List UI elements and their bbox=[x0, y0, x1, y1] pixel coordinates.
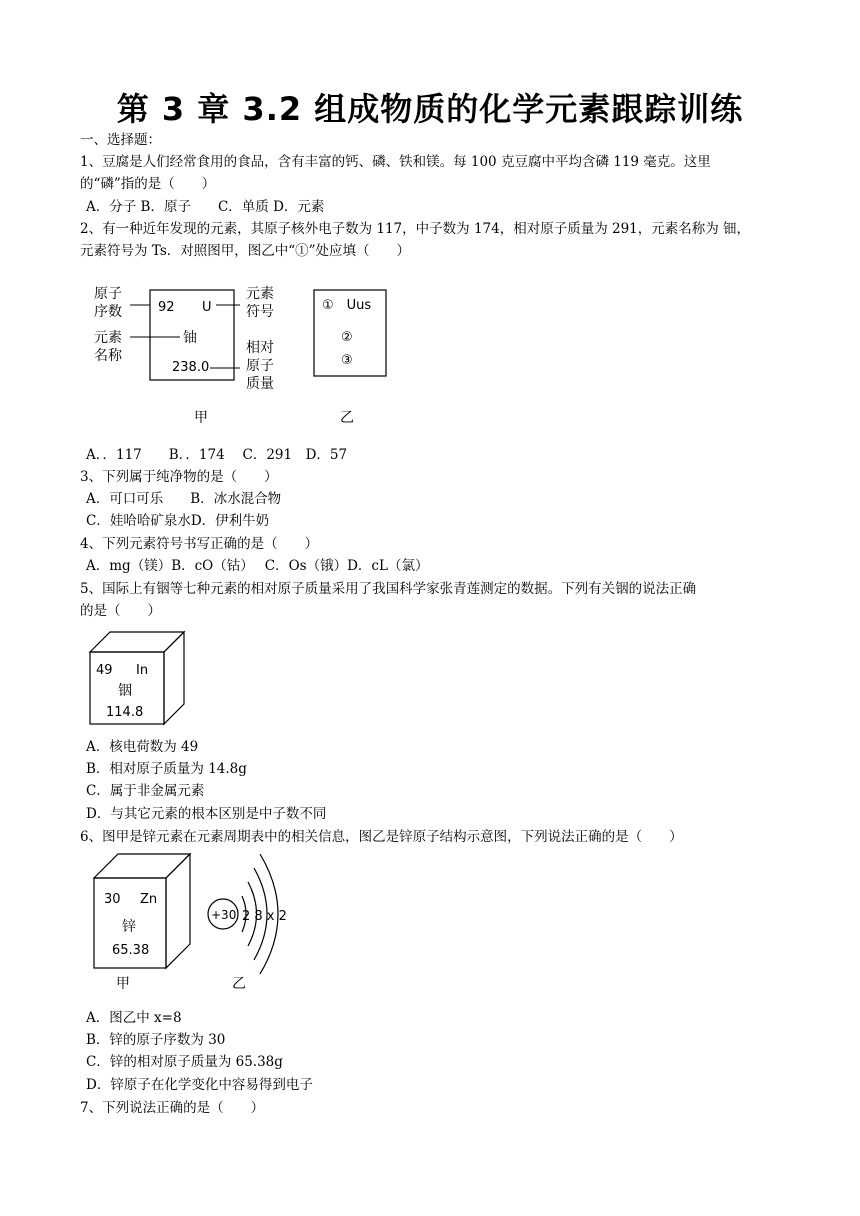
q1-options: A．分子 B．原子 C．单质 D．元素 bbox=[86, 199, 325, 215]
q5-option-a: A．核电荷数为 49 bbox=[86, 739, 199, 755]
q6-option-a: A．图乙中 x=8 bbox=[86, 1010, 182, 1026]
q6-option-b: B．锌的原子序数为 30 bbox=[86, 1032, 226, 1048]
label-name-1: 元素 bbox=[94, 330, 122, 346]
zn-mass: 65.38 bbox=[112, 943, 150, 958]
nucleus-charge: +30 bbox=[211, 908, 237, 922]
b-row2: ② bbox=[341, 330, 353, 345]
caption-b: 乙 bbox=[232, 976, 246, 992]
in-mass: 114.8 bbox=[106, 705, 144, 720]
q6-figure bbox=[90, 850, 310, 995]
q1-stem-line1: 1、豆腐是人们经常食用的食品，含有丰富的钙、磷、铁和镁。每 100 克豆腐中平均含磷 119 毫克。这里 bbox=[80, 154, 711, 170]
caption-a: 甲 bbox=[116, 976, 130, 992]
q5-stem-line2: 的是（ ） bbox=[80, 603, 161, 619]
electron-shells: 2 8 x 2 bbox=[242, 909, 287, 924]
caption-b: 乙 bbox=[340, 410, 354, 426]
q6-stem: 6、图甲是锌元素在元素周期表中的相关信息，图乙是锌原子结构示意图，下列说法正确的是（ ） bbox=[80, 829, 683, 845]
q7-stem: 7、下列说法正确的是（ ） bbox=[80, 1100, 265, 1116]
q2-figure bbox=[90, 282, 410, 432]
zn-symbol: Zn bbox=[140, 892, 158, 907]
q5-stem-line1: 5、国际上有铟等七种元素的相对原子质量采用了我国科学家张青莲测定的数据。下列有关铟的说法正确 bbox=[80, 581, 697, 597]
in-symbol: In bbox=[136, 663, 149, 678]
q2-options: A．．117 B．．174 C．291 D．57 bbox=[86, 447, 348, 463]
section-heading: 一、选择题： bbox=[80, 132, 161, 148]
q3-options-line2: C．娃哈哈矿泉水D．伊利牛奶 bbox=[86, 513, 270, 529]
cell-symbol: U bbox=[202, 300, 212, 315]
q2-stem-line1: 2、有一种近年发现的元素，其原子核外电子数为 117，中子数为 174，相对原子质量为 291，元素名称为 钿， bbox=[80, 221, 751, 237]
in-number: 49 bbox=[96, 663, 113, 678]
q3-stem: 3、下列属于纯净物的是（ ） bbox=[80, 469, 278, 485]
q3-options-line1: A．可口可乐 B．冰水混合物 bbox=[86, 491, 282, 507]
zn-number: 30 bbox=[104, 892, 121, 907]
b-row1: ① Uus bbox=[322, 298, 372, 313]
q5-option-d: D．与其它元素的根本区别是中子数不同 bbox=[86, 806, 327, 822]
q1-stem-line2: 的“磷”指的是（ ） bbox=[80, 176, 216, 192]
cell-name: 铀 bbox=[183, 330, 197, 346]
cell-mass: 238.0 bbox=[172, 360, 210, 375]
label-symbol-1: 元素 bbox=[246, 286, 274, 302]
label-name-2: 名称 bbox=[94, 348, 122, 364]
label-mass-1: 相对 bbox=[246, 340, 274, 356]
zn-name: 锌 bbox=[122, 919, 136, 935]
q5-option-b: B．相对原子质量为 14.8g bbox=[86, 761, 247, 777]
b-row3: ③ bbox=[341, 353, 353, 368]
label-mass-3: 质量 bbox=[246, 376, 274, 392]
q6-option-d: D．锌原子在化学变化中容易得到电子 bbox=[86, 1077, 313, 1093]
label-atomic-no-2: 序数 bbox=[94, 304, 122, 320]
q4-options: A．mg（镁）B．cO（钴） C．Os（锇）D．cL（氯） bbox=[86, 558, 429, 574]
q5-figure-indium-cube bbox=[86, 628, 196, 728]
in-name: 铟 bbox=[118, 683, 132, 699]
label-mass-2: 原子 bbox=[246, 358, 274, 374]
caption-a: 甲 bbox=[194, 410, 208, 426]
q4-stem: 4、下列元素符号书写正确的是（ ） bbox=[80, 536, 319, 552]
label-symbol-2: 符号 bbox=[246, 304, 274, 320]
cell-number: 92 bbox=[158, 300, 175, 315]
label-atomic-no-1: 原子 bbox=[94, 286, 122, 302]
page-title: 第 3 章 3.2 组成物质的化学元素跟踪训练 bbox=[116, 90, 744, 128]
q6-option-c: C．锌的相对原子质量为 65.38g bbox=[86, 1054, 283, 1070]
q2-stem-line2: 元素符号为 Ts．对照图甲，图乙中“①”处应填（ ） bbox=[80, 243, 411, 259]
q5-option-c: C．属于非金属元素 bbox=[86, 783, 205, 799]
